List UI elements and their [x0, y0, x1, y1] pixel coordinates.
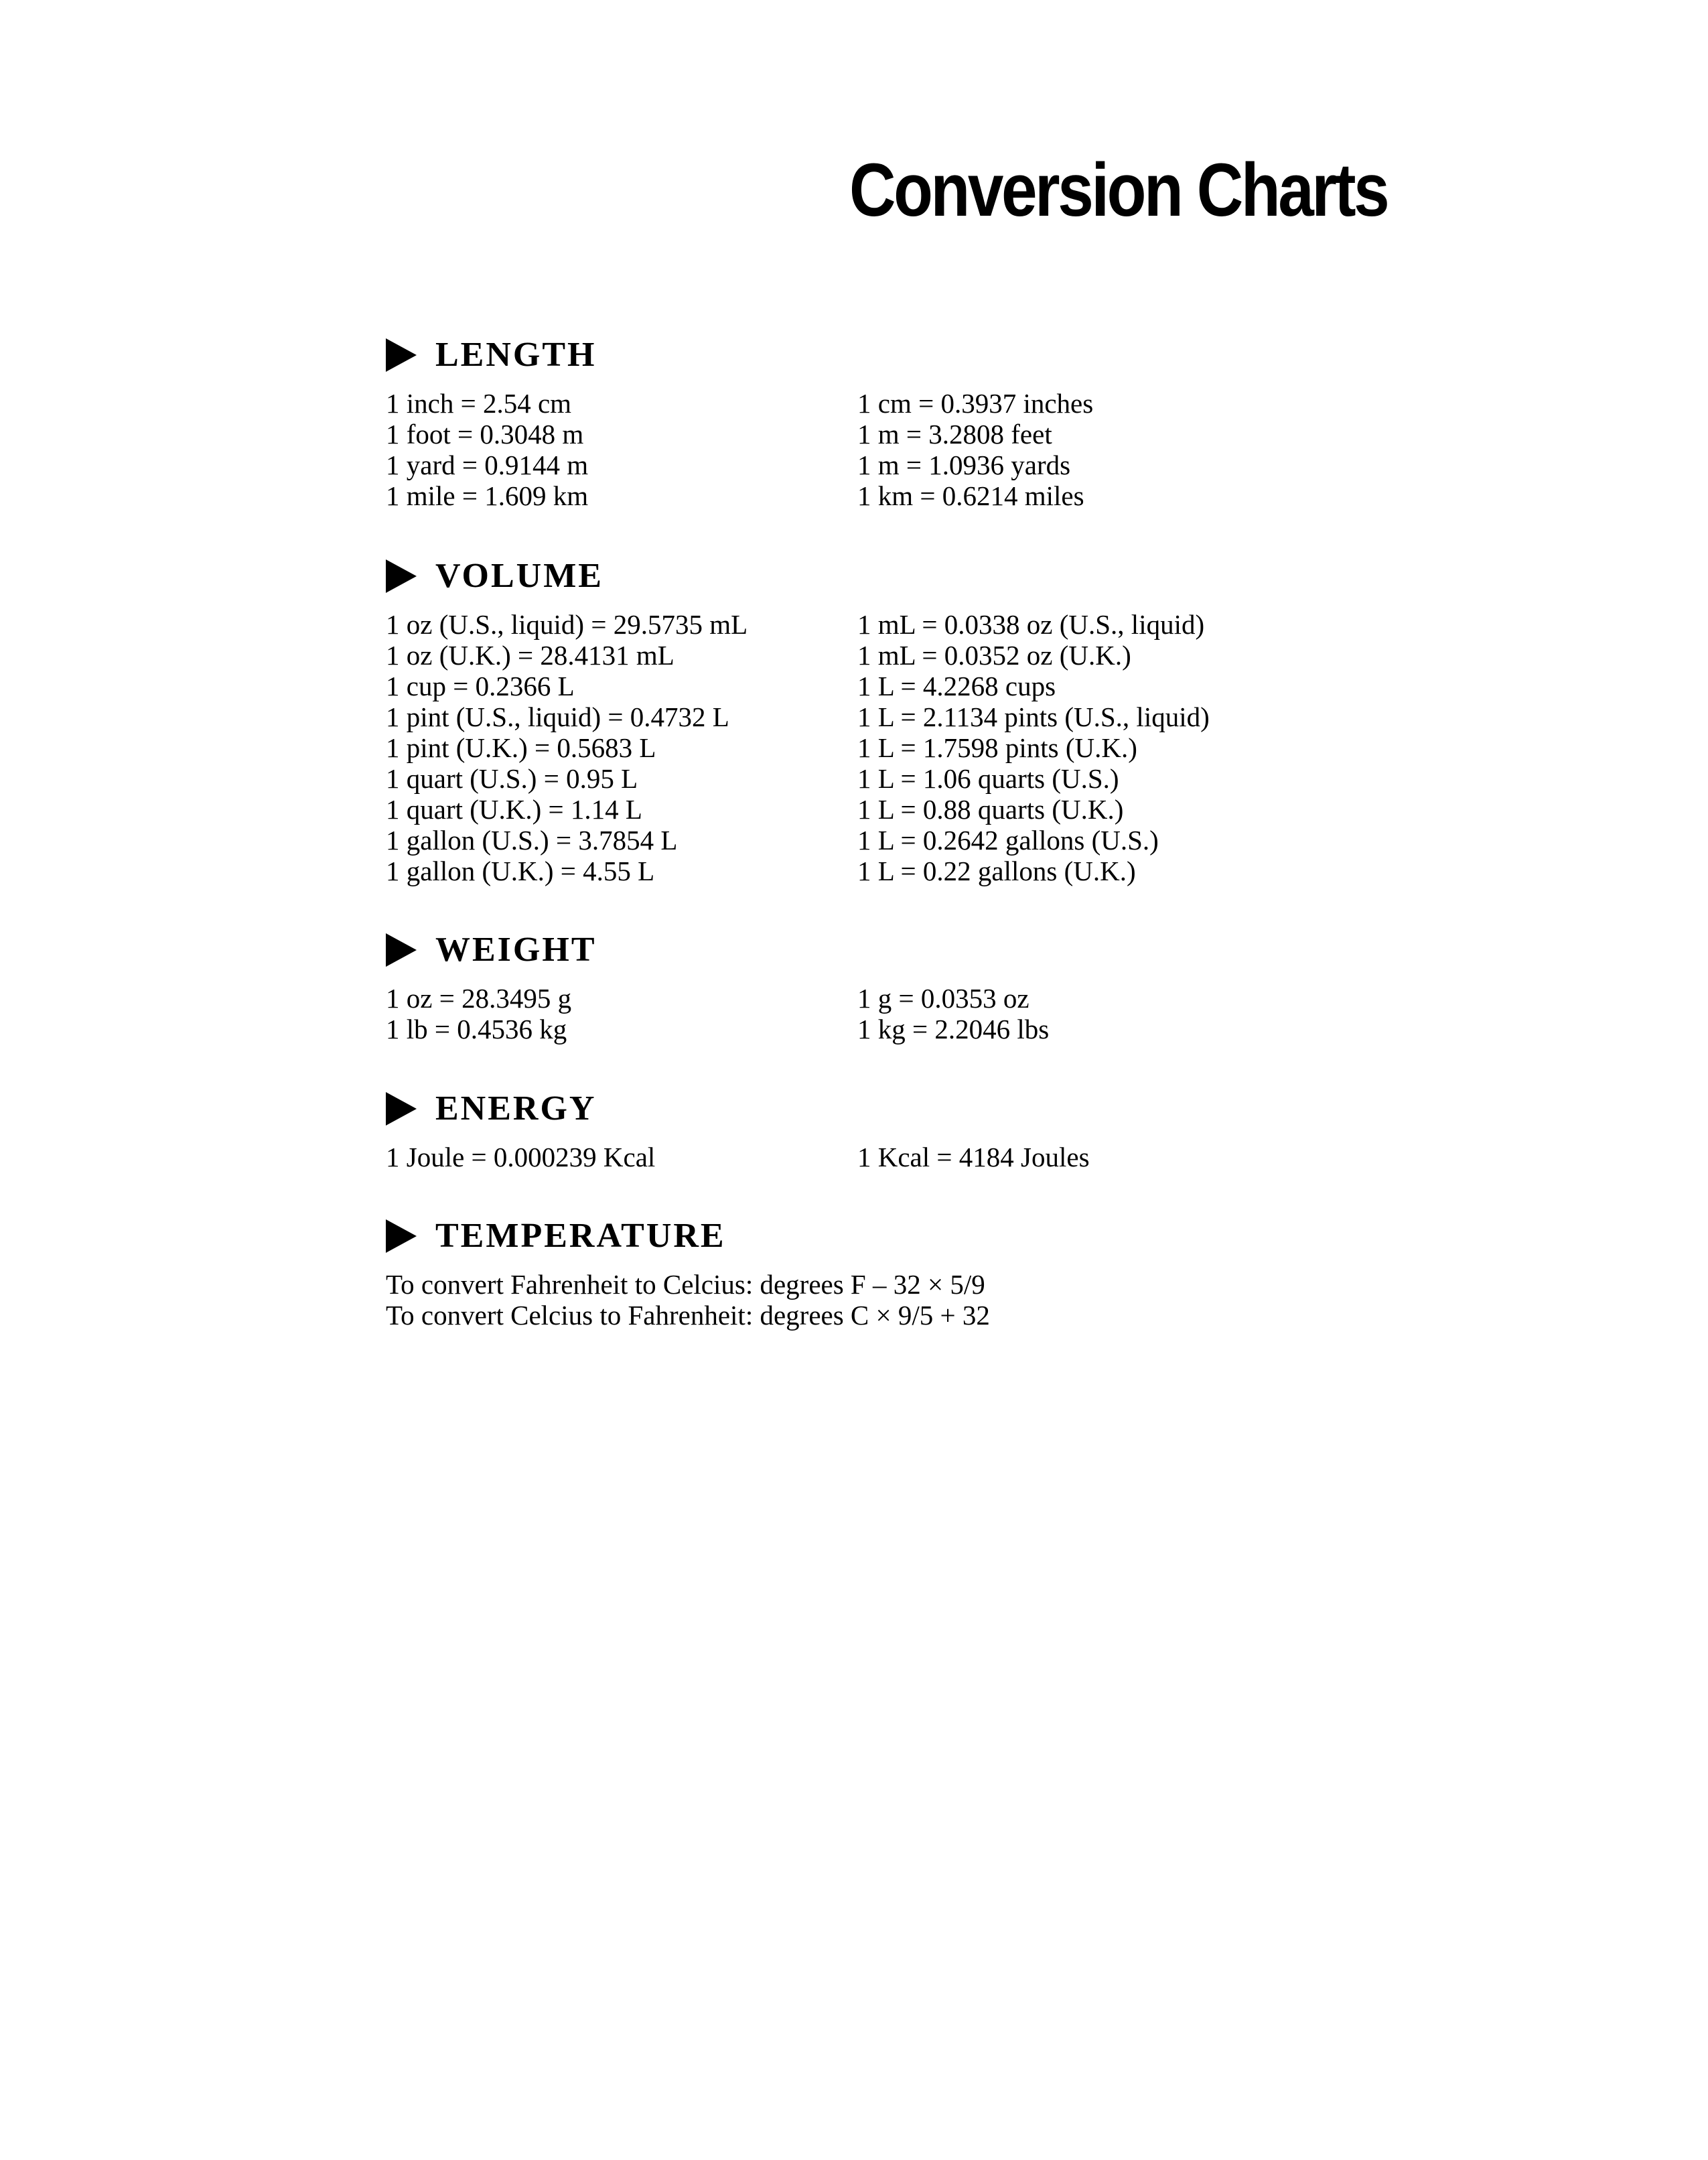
conversion-line: 1 L = 0.88 quarts (U.K.) — [857, 794, 1124, 825]
arrow-right-icon — [386, 1219, 417, 1253]
section-temperature — [386, 1213, 1391, 1331]
conversion-line: 1 Kcal = 4184 Joules — [857, 1142, 1090, 1172]
conversion-line: 1 pint (U.K.) = 0.5683 L — [386, 732, 656, 763]
section-heading-weight: WEIGHT — [386, 927, 1391, 973]
conversion-line: 1 cup = 0.2366 L — [386, 671, 575, 701]
volume-right-column — [857, 609, 1391, 886]
section-heading-length: LENGTH — [386, 332, 1391, 379]
conversion-line: 1 yard = 0.9144 m — [386, 450, 589, 480]
volume-left-column — [386, 609, 857, 886]
arrow-right-icon — [386, 933, 417, 967]
conversion-line: 1 Joule = 0.000239 Kcal — [386, 1142, 656, 1172]
conversion-line: 1 oz (U.S., liquid) = 29.5735 mL — [386, 609, 748, 640]
page-title: Conversion Charts — [849, 148, 1388, 232]
conversion-line: 1 pint (U.S., liquid) = 0.4732 L — [386, 701, 729, 732]
arrow-right-icon — [386, 1092, 417, 1126]
conversion-line: 1 L = 1.06 quarts (U.S.) — [857, 763, 1119, 794]
weight-left-column — [386, 983, 857, 1044]
conversion-line: 1 km = 0.6214 miles — [857, 480, 1084, 511]
conversion-line: 1 quart (U.S.) = 0.95 L — [386, 763, 638, 794]
conversion-line: 1 foot = 0.3048 m — [386, 419, 584, 450]
temperature-line: To convert Fahrenheit to Celcius: degrees F – 32 × 5/9 — [386, 1269, 985, 1300]
temperature-line: To convert Celcius to Fahrenheit: degrees C × 9/5 + 32 — [386, 1300, 990, 1331]
conversion-line: 1 g = 0.0353 oz — [857, 983, 1029, 1014]
conversion-line: 1 gallon (U.S.) = 3.7854 L — [386, 825, 678, 856]
conversion-line: 1 oz = 28.3495 g — [386, 983, 572, 1014]
section-volume — [386, 553, 1391, 886]
conversion-line: 1 gallon (U.K.) = 4.55 L — [386, 856, 655, 886]
conversion-line: 1 m = 3.2808 feet — [857, 419, 1052, 450]
section-energy — [386, 1085, 1391, 1172]
conversion-line: 1 m = 1.0936 yards — [857, 450, 1071, 480]
section-length — [386, 332, 1391, 511]
conversion-line: 1 kg = 2.2046 lbs — [857, 1014, 1050, 1044]
conversion-line: 1 quart (U.K.) = 1.14 L — [386, 794, 642, 825]
conversion-line: 1 L = 4.2268 cups — [857, 671, 1056, 701]
conversion-line: 1 inch = 2.54 cm — [386, 388, 572, 419]
weight-right-column — [857, 983, 1391, 1044]
conversion-line: 1 L = 2.1134 pints (U.S., liquid) — [857, 701, 1210, 732]
conversion-line: 1 L = 1.7598 pints (U.K.) — [857, 732, 1137, 763]
arrow-right-icon — [386, 338, 417, 372]
section-heading-temperature: TEMPERATURE — [386, 1213, 1391, 1260]
arrow-right-icon — [386, 559, 417, 593]
energy-right-column — [857, 1142, 1391, 1172]
conversion-line: 1 L = 0.22 gallons (U.K.) — [857, 856, 1136, 886]
section-heading-volume: VOLUME — [386, 553, 1391, 600]
section-weight — [386, 927, 1391, 1044]
energy-left-column — [386, 1142, 857, 1172]
conversion-line: 1 oz (U.K.) = 28.4131 mL — [386, 640, 674, 671]
conversion-line: 1 cm = 0.3937 inches — [857, 388, 1094, 419]
conversion-line: 1 L = 0.2642 gallons (U.S.) — [857, 825, 1159, 856]
conversion-line: 1 mL = 0.0352 oz (U.K.) — [857, 640, 1131, 671]
section-heading-energy: ENERGY — [386, 1085, 1391, 1132]
length-right-column — [857, 388, 1391, 511]
length-left-column — [386, 388, 857, 511]
conversion-line: 1 mile = 1.609 km — [386, 480, 589, 511]
conversion-line: 1 mL = 0.0338 oz (U.S., liquid) — [857, 609, 1205, 640]
conversion-line: 1 lb = 0.4536 kg — [386, 1014, 567, 1044]
